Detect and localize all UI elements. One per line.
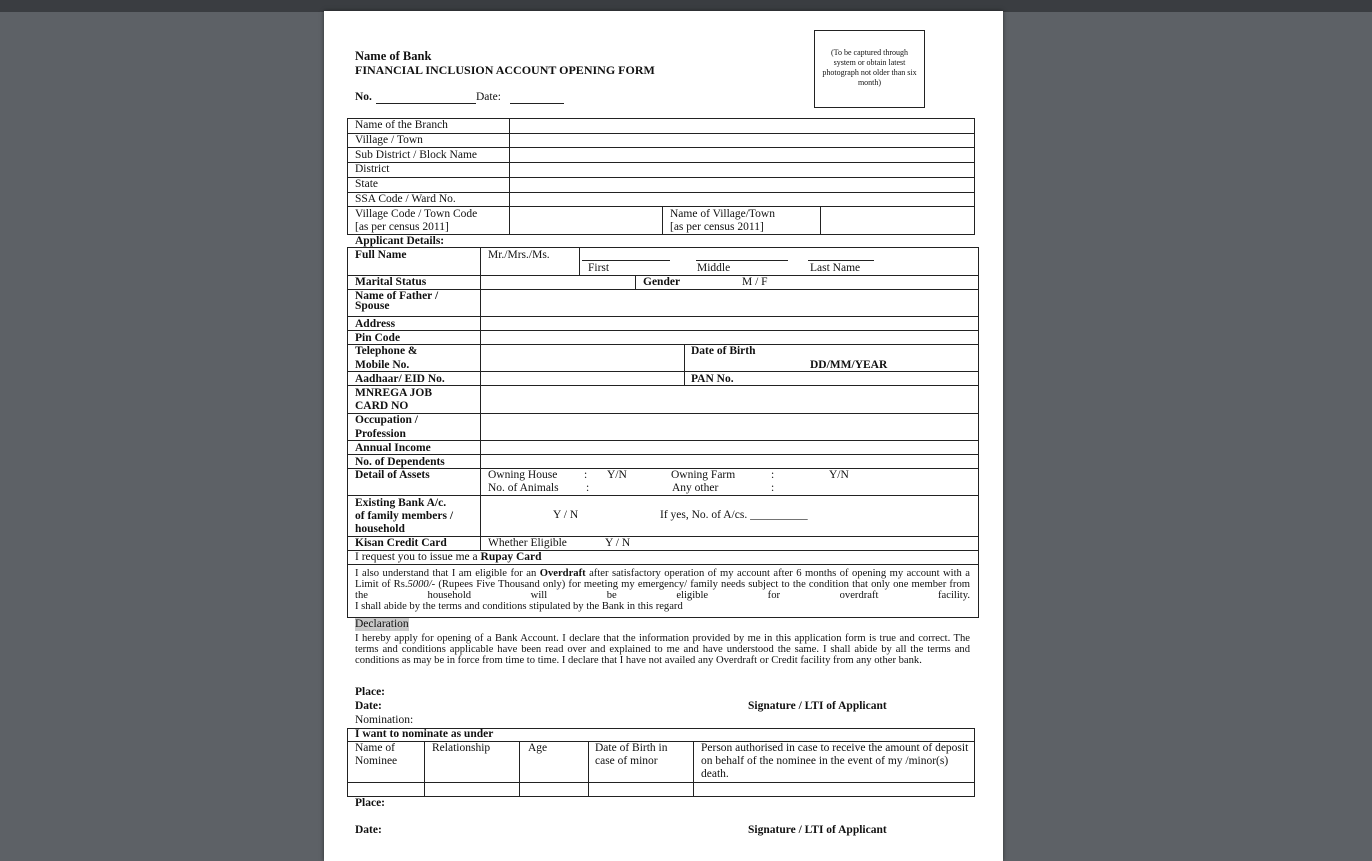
- declaration-signature-label: Signature / LTI of Applicant: [748, 700, 887, 712]
- nominee-name-header-2: Nominee: [355, 755, 398, 767]
- any-other-label: Any other: [672, 482, 719, 494]
- mnrega-label: MNREGA JOB: [355, 387, 432, 399]
- existing-account-count: If yes, No. of A/cs. __________: [660, 509, 808, 521]
- nomination-title: I want to nominate as under: [355, 728, 494, 740]
- bank-name: Name of Bank: [355, 49, 432, 63]
- branch-label: Name of the Branch: [355, 119, 448, 131]
- assets-label: Detail of Assets: [355, 469, 430, 481]
- first-name-label: First: [588, 262, 610, 274]
- mnrega-label-2: CARD NO: [355, 400, 409, 412]
- mobile-label: Mobile No.: [355, 359, 410, 371]
- middle-name-label: Middle: [697, 262, 731, 274]
- village-name-census: [as per census 2011]: [670, 221, 764, 233]
- existing-account-label: Existing Bank A/c.: [355, 497, 447, 509]
- overdraft-text-a: I also understand that I am eligible for an: [355, 568, 537, 579]
- overdraft-amount: 5000/-: [407, 579, 436, 590]
- salutation-label: Mr./Mrs./Ms.: [488, 249, 550, 261]
- nomination-place-label: Place:: [355, 797, 386, 809]
- form-number-label: No.: [355, 91, 372, 103]
- overdraft-text-b: after satisfactory operation of my account after 6 months of opening my account with a Limit of Rs.: [355, 568, 970, 590]
- dependents-label: No. of Dependents: [355, 456, 445, 468]
- address-label: Address: [355, 318, 396, 330]
- ssa-code-label: SSA Code / Ward No.: [355, 193, 456, 205]
- annual-income-label: Annual Income: [355, 442, 431, 454]
- village-town-label: Village / Town: [355, 134, 423, 146]
- owning-house-colon: :: [584, 469, 588, 481]
- declaration-place-label: Place:: [355, 686, 386, 698]
- telephone-label: Telephone &: [355, 345, 418, 357]
- nominee-dob-header-2: case of minor: [595, 755, 658, 767]
- age-header: Age: [528, 742, 548, 754]
- village-code-census: [as per census 2011]: [355, 221, 449, 233]
- overdraft-text-c: (Rupees Five Thousand only) for meeting my emergency/ family needs subject to the condition that only one member from the household will be eligible for overdraft facility.: [355, 579, 971, 601]
- rupay-card-text: Rupay Card: [480, 551, 542, 563]
- declaration-text: I hereby apply for opening of a Bank Account. I declare that the information provided by me in this application form is true and correct. The terms and conditions applicable have been read over and explained to me and have understood the same. I shall abide by all the terms and conditions as may be in force from time to time. I declare that I have not availed any Overdraft or Credit facility from any other bank.: [355, 633, 970, 666]
- village-code-label: Village Code / Town Code: [355, 208, 478, 220]
- pan-label: PAN No.: [691, 373, 734, 385]
- eligible-yn: Y / N: [605, 537, 631, 549]
- sub-district-label: Sub District / Block Name: [355, 149, 478, 161]
- animals-colon: :: [586, 482, 590, 494]
- header-date-label: Date:: [476, 91, 501, 103]
- any-other-colon: :: [771, 482, 775, 494]
- whether-eligible-label: Whether Eligible: [488, 537, 567, 549]
- existing-account-yn: Y / N: [553, 509, 579, 521]
- photo-note: (To be captured through system or obtain latest photograph not older than six month): [822, 48, 917, 87]
- existing-account-label-2: of family members /: [355, 510, 454, 522]
- owning-farm-colon: :: [771, 469, 775, 481]
- aadhaar-label: Aadhaar/ EID No.: [355, 373, 445, 385]
- nomination-date-label: Date:: [355, 824, 382, 836]
- owning-house-yn: Y/N: [607, 469, 627, 481]
- overdraft-bold: Overdraft: [539, 568, 586, 579]
- state-label: State: [355, 178, 378, 190]
- rupay-request: [355, 551, 542, 564]
- owning-farm-yn: Y/N: [829, 469, 849, 481]
- animals-label: No. of Animals: [488, 482, 559, 494]
- document-page: [324, 11, 1003, 861]
- kisan-card-label: Kisan Credit Card: [355, 537, 447, 549]
- overdraft-abide: I shall abide by the terms and conditions stipulated by the Bank in this regard: [355, 601, 683, 612]
- existing-account-label-3: household: [355, 523, 405, 535]
- district-label: District: [355, 163, 390, 175]
- rupay-prefix: I request you to issue me a: [355, 551, 478, 563]
- dob-label: Date of Birth: [691, 345, 756, 357]
- authorised-person-header: Person authorised in case to receive the amount of deposit on behalf of the nominee in the event of my /minor(s) death.: [701, 742, 969, 780]
- form-title: FINANCIAL INCLUSION ACCOUNT OPENING FORM: [355, 63, 655, 77]
- declaration-title: Declaration: [355, 618, 409, 630]
- pin-code-label: Pin Code: [355, 332, 401, 344]
- nominee-name-header: Name of: [355, 742, 395, 754]
- dob-format: DD/MM/YEAR: [810, 359, 888, 371]
- owning-house-label: Owning House: [488, 469, 558, 481]
- gender-label: Gender: [643, 276, 681, 288]
- overdraft-note: [355, 568, 970, 601]
- last-name-label: Last Name: [810, 262, 861, 274]
- father-spouse-label-2: Spouse: [355, 300, 390, 312]
- declaration-date-label: Date:: [355, 700, 382, 712]
- relationship-header: Relationship: [432, 742, 491, 754]
- gender-options: M / F: [742, 276, 768, 288]
- nomination-signature-label: Signature / LTI of Applicant: [748, 824, 887, 836]
- marital-status-label: Marital Status: [355, 276, 427, 288]
- owning-farm-label: Owning Farm: [671, 469, 736, 481]
- village-name-label: Name of Village/Town: [670, 208, 775, 220]
- full-name-label: Full Name: [355, 249, 407, 261]
- nominee-dob-header: Date of Birth in: [595, 742, 668, 754]
- profession-label: Profession: [355, 428, 406, 440]
- occupation-label: Occupation /: [355, 414, 418, 426]
- father-spouse-label: Name of Father /: [355, 290, 439, 302]
- applicant-section-title: Applicant Details:: [355, 235, 445, 247]
- nomination-label: Nomination:: [355, 714, 414, 726]
